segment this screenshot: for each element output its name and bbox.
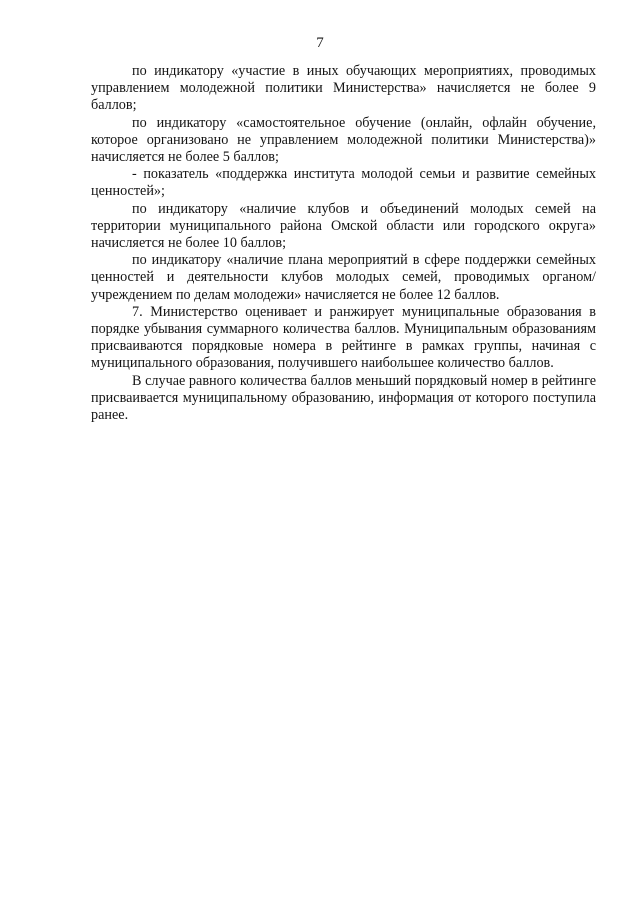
document-body [91,63,596,424]
paragraph-indicator-young-family-clubs: по индикатору «наличие клубов и объединений молодых семей на территории муниципального района Омской области или городского округа» начисляется не более 10 баллов; [91,200,596,252]
paragraph-equal-scores: В случае равного количества баллов меньший порядковый номер в рейтинге присваивается муниципальному образованию, информация от которого поступила ранее. [91,372,596,424]
paragraph-ranking: 7. Министерство оценивает и ранжирует муниципальные образования в порядке убывания суммарного количества баллов. Муниципальным образованиям присваиваются порядковые номера в рейтинге в рамках группы, начиная с муниципального образования, получившего наибольшее количество баллов. [91,303,596,372]
paragraph-indicator-self-study: по индикатору «самостоятельное обучение (онлайн, офлайн обучение, которое организовано не управлением молодежной политики Министерства)» начисляется не более 5 баллов; [91,114,596,166]
paragraph-young-family-indicator: - показатель «поддержка института молодой семьи и развитие семейных ценностей»; [91,166,596,200]
paragraph-indicator-training-events: по индикатору «участие в иных обучающих мероприятиях, проводимых управлением молодежной политики Министерства» начисляется не более 9 баллов; [91,63,596,114]
page-number: 7 [316,35,324,51]
paragraph-indicator-events-plan: по индикатору «наличие плана мероприятий в сфере поддержки семейных ценностей и деятельности клубов молодых семей, проводимых органом/учреждением по делам молодежи» начисляется не более 12 баллов. [91,252,596,303]
